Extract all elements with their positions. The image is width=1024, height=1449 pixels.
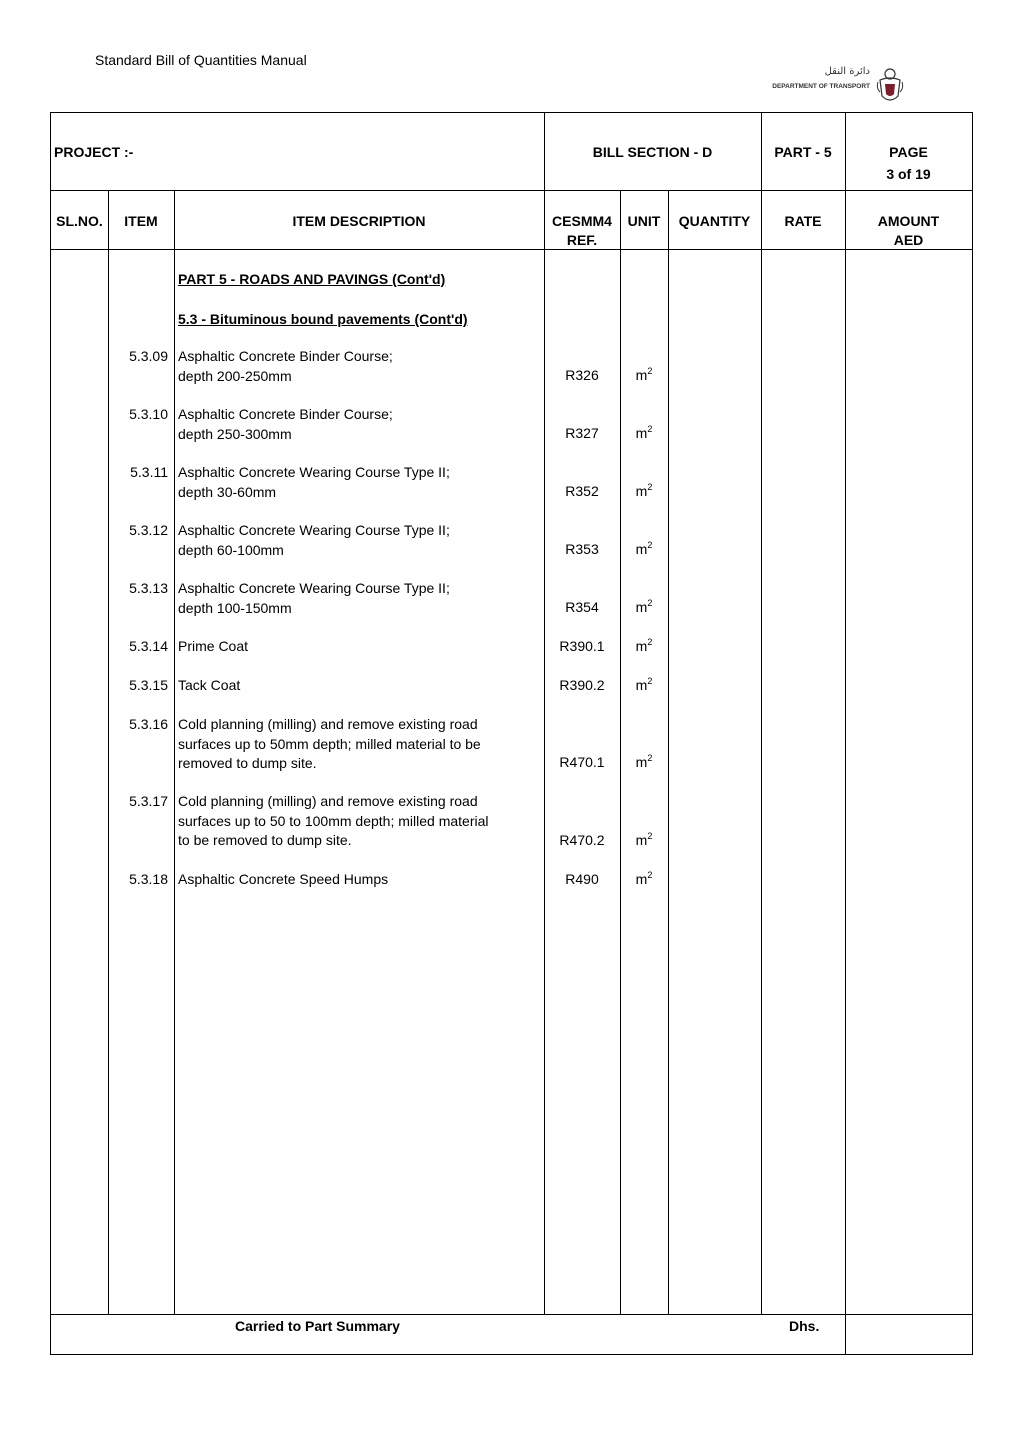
project-label: PROJECT :- bbox=[54, 144, 134, 160]
logo-arabic-text: دائرة النقل bbox=[824, 66, 870, 77]
column-header-amount: AMOUNT bbox=[877, 213, 940, 229]
cesmm-ref: R390.2 bbox=[559, 677, 605, 693]
item-description: Cold planning (milling) and remove existing road surfaces up to 50mm depth; milled material to be removed to dump site. bbox=[178, 716, 481, 771]
cesmm-ref: R353 bbox=[565, 541, 599, 557]
unit-exponent: 2 bbox=[647, 598, 653, 608]
unit-exponent: 2 bbox=[647, 366, 653, 376]
unit-exponent: 2 bbox=[647, 831, 653, 841]
unit-symbol: m bbox=[635, 677, 648, 693]
item-description: Cold planning (milling) and remove existing road surfaces up to 50 to 100mm depth; milled material to be removed to dump site. bbox=[178, 793, 489, 848]
item-number: 5.3.13 bbox=[129, 580, 168, 596]
item-number: 5.3.18 bbox=[129, 871, 168, 887]
item-number: 5.3.15 bbox=[129, 677, 168, 693]
unit-exponent: 2 bbox=[647, 676, 653, 686]
item-description: Asphaltic Concrete Binder Course; depth 250-300mm bbox=[178, 406, 393, 442]
unit-symbol: m bbox=[635, 754, 648, 770]
unit bbox=[620, 676, 668, 696]
unit bbox=[620, 540, 668, 560]
unit bbox=[620, 598, 668, 618]
part-heading: PART 5 - ROADS AND PAVINGS (Cont'd) bbox=[178, 271, 446, 287]
unit bbox=[620, 366, 668, 386]
unit-exponent: 2 bbox=[647, 424, 653, 434]
column-header-rate: RATE bbox=[784, 213, 822, 229]
item-description: Asphaltic Concrete Wearing Course Type II; depth 60-100mm bbox=[178, 522, 450, 558]
column-header-slno: SL.NO. bbox=[56, 213, 103, 229]
unit-symbol: m bbox=[635, 425, 648, 441]
item-description: Asphaltic Concrete Binder Course; depth 200-250mm bbox=[178, 348, 393, 384]
cesmm-ref: R470.1 bbox=[559, 754, 605, 770]
unit bbox=[620, 753, 668, 773]
unit-symbol: m bbox=[635, 638, 648, 654]
item-description: Tack Coat bbox=[178, 677, 241, 693]
item-number: 5.3.12 bbox=[129, 522, 168, 538]
unit-symbol: m bbox=[635, 367, 648, 383]
logo-english-text: DEPARTMENT OF TRANSPORT bbox=[772, 83, 870, 90]
item-number: 5.3.14 bbox=[129, 638, 168, 654]
cesmm-ref: R327 bbox=[565, 425, 599, 441]
bill-of-quantities-sheet bbox=[50, 112, 973, 1355]
item-number: 5.3.09 bbox=[129, 348, 168, 364]
item-description: Asphaltic Concrete Wearing Course Type II; depth 100-150mm bbox=[178, 580, 450, 616]
cesmm-ref: R490 bbox=[565, 871, 599, 887]
unit-exponent: 2 bbox=[647, 482, 653, 492]
cesmm-ref: R326 bbox=[565, 367, 599, 383]
column-header-ref-line2: REF. bbox=[566, 232, 598, 248]
unit bbox=[620, 424, 668, 444]
page-number: 3 of 19 bbox=[886, 166, 931, 182]
unit-exponent: 2 bbox=[647, 870, 653, 880]
column-header-item: ITEM bbox=[124, 213, 158, 229]
unit-exponent: 2 bbox=[647, 637, 653, 647]
item-number: 5.3.17 bbox=[129, 793, 168, 809]
column-header-description: ITEM DESCRIPTION bbox=[292, 213, 426, 229]
item-description: Asphaltic Concrete Speed Humps bbox=[178, 871, 389, 887]
dhs-label: Dhs. bbox=[789, 1318, 820, 1334]
unit bbox=[620, 831, 668, 851]
bill-section-label: BILL SECTION - D bbox=[592, 144, 713, 160]
unit-symbol: m bbox=[635, 871, 648, 887]
falcon-emblem-icon bbox=[874, 66, 906, 106]
item-number: 5.3.11 bbox=[130, 464, 168, 480]
cesmm-ref: R354 bbox=[565, 599, 599, 615]
carried-to-summary-label: Carried to Part Summary bbox=[235, 1318, 400, 1334]
item-number: 5.3.16 bbox=[129, 716, 168, 732]
unit-exponent: 2 bbox=[647, 753, 653, 763]
column-header-quantity: QUANTITY bbox=[678, 213, 751, 229]
unit bbox=[620, 637, 668, 657]
cesmm-ref: R390.1 bbox=[559, 638, 605, 654]
item-description: Asphaltic Concrete Wearing Course Type II; depth 30-60mm bbox=[178, 464, 450, 500]
column-header-ref: CESMM4 bbox=[552, 213, 612, 229]
section-heading: 5.3 - Bituminous bound pavements (Cont'd) bbox=[178, 311, 468, 327]
item-number: 5.3.10 bbox=[129, 406, 168, 422]
unit bbox=[620, 870, 668, 890]
department-logo bbox=[770, 66, 906, 108]
item-description: Prime Coat bbox=[178, 638, 249, 654]
column-header-unit: UNIT bbox=[627, 213, 661, 229]
document-title: Standard Bill of Quantities Manual bbox=[95, 52, 307, 68]
page-label: PAGE bbox=[889, 144, 928, 160]
unit-symbol: m bbox=[635, 832, 648, 848]
unit-symbol: m bbox=[635, 541, 648, 557]
unit-symbol: m bbox=[635, 483, 648, 499]
cesmm-ref: R470.2 bbox=[559, 832, 605, 848]
part-label: PART - 5 bbox=[774, 144, 832, 160]
unit-symbol: m bbox=[635, 599, 648, 615]
cesmm-ref: R352 bbox=[565, 483, 599, 499]
unit-exponent: 2 bbox=[647, 540, 653, 550]
column-header-amount-line2: AED bbox=[893, 232, 924, 248]
unit bbox=[620, 482, 668, 502]
